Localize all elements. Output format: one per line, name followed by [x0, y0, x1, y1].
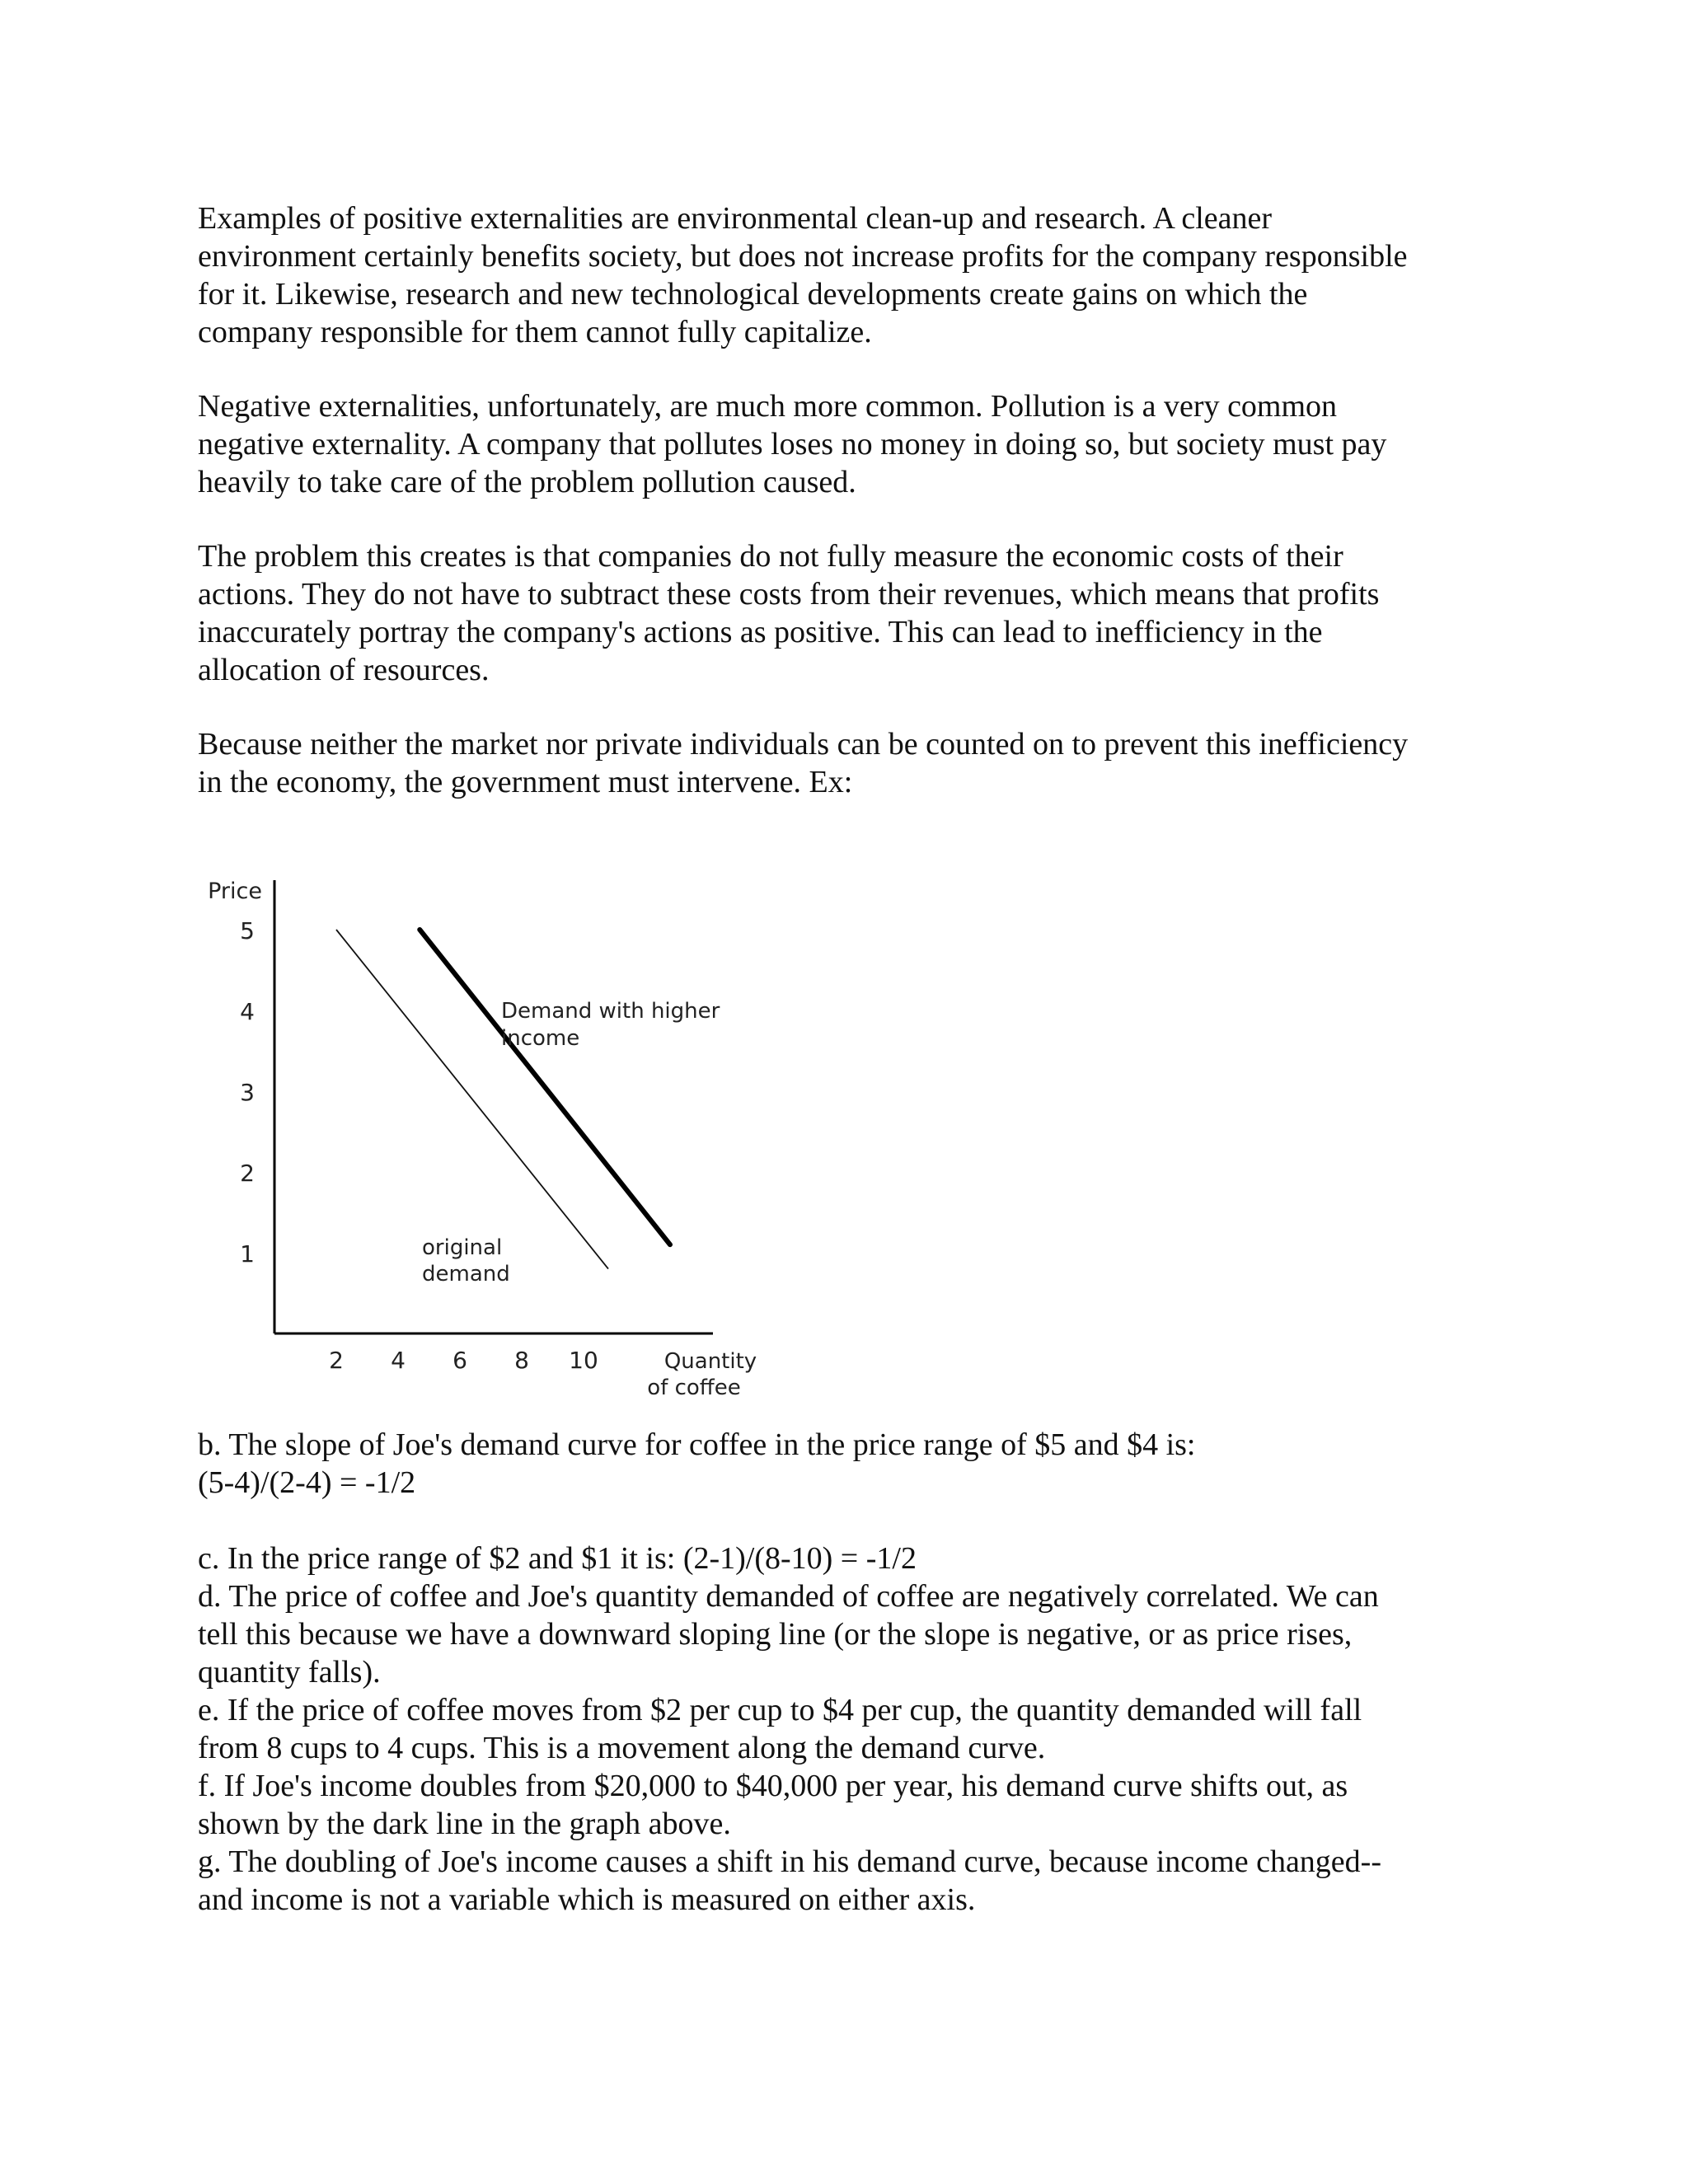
x-axis-label-line2: of coffee	[647, 1376, 741, 1400]
y-tick-label: 4	[240, 998, 255, 1025]
original-demand-label-line2: demand	[422, 1262, 510, 1286]
paragraph-answers-c-to-g: c. In the price range of $2 and $1 it is: (2-1)/(8-10) = -1/2 d. The price of coffee and Joe's quantity demanded of coffee are negatively correlated. We can tell this because we have a downward sloping line (or the slope is negative, or as price rises, quantity falls). e. If the price of coffee moves from $2 per cup to $4 per cup, the quantity demanded will fall from 8 cups to 4 cups. This is a movement along the demand curve. f. If Joe's income doubles from $20,000 to $40,000 per year, his demand curve shifts out, as shown by the dark line in the graph above. g. The doubling of Joe's income causes a shift in his demand curve, because income changed-- and income is not a variable which is measured on either axis.	[198, 1541, 1381, 1917]
chart-lines	[336, 930, 670, 1269]
higher-income-demand-line	[420, 930, 670, 1244]
chart-ticks	[240, 917, 598, 1374]
x-tick-label: 4	[391, 1347, 406, 1374]
y-tick-label: 1	[240, 1240, 255, 1268]
original-demand-line	[336, 930, 608, 1269]
y-tick-label: 2	[240, 1160, 255, 1187]
x-tick-label: 2	[329, 1347, 344, 1374]
y-axis-label: Price	[208, 879, 262, 904]
y-tick-label: 3	[240, 1079, 255, 1106]
y-tick-label: 5	[240, 917, 255, 944]
paragraph-government-intervene: Because neither the market nor private individuals can be counted on to prevent this inefficiency in the economy, the government must intervene. Ex:	[198, 727, 1409, 799]
paragraph-negative-externalities: Negative externalities, unfortunately, are much more common. Pollution is a very common negative externality. A company that pollutes loses no money in doing so, but society must pay heavily to take care of the problem pollution caused.	[198, 389, 1387, 499]
x-axis-label: Quantity	[663, 1349, 757, 1374]
original-demand-label: original	[422, 1235, 503, 1260]
chart-labels	[208, 879, 757, 1400]
higher-income-demand-label-line2: income	[501, 1026, 580, 1051]
paragraph-positive-externalities: Examples of positive externalities are environmental clean-up and research. A cleaner environment certainly benefits society, but does not increase profits for the company responsible for it. Likewise, research and new technological developments create gains on which the company responsible for them cannot fully capitalize.	[198, 201, 1408, 349]
x-tick-label: 10	[569, 1347, 598, 1374]
paragraph-problem: The problem this creates is that companies do not fully measure the economic costs of their actions. They do not have to subtract these costs from their revenues, which means that profits inaccurately portray the company's actions as positive. This can lead to inefficiency in the allocation of resources.	[198, 539, 1380, 687]
x-tick-label: 6	[452, 1347, 467, 1374]
higher-income-demand-label: Demand with higher	[501, 999, 720, 1024]
paragraph-slope-b: b. The slope of Joe's demand curve for coffee in the price range of $5 and $4 is: (5-4)/(2-4) = -1/2	[198, 1427, 1196, 1500]
x-tick-label: 8	[514, 1347, 529, 1374]
demand-chart	[190, 857, 783, 1409]
